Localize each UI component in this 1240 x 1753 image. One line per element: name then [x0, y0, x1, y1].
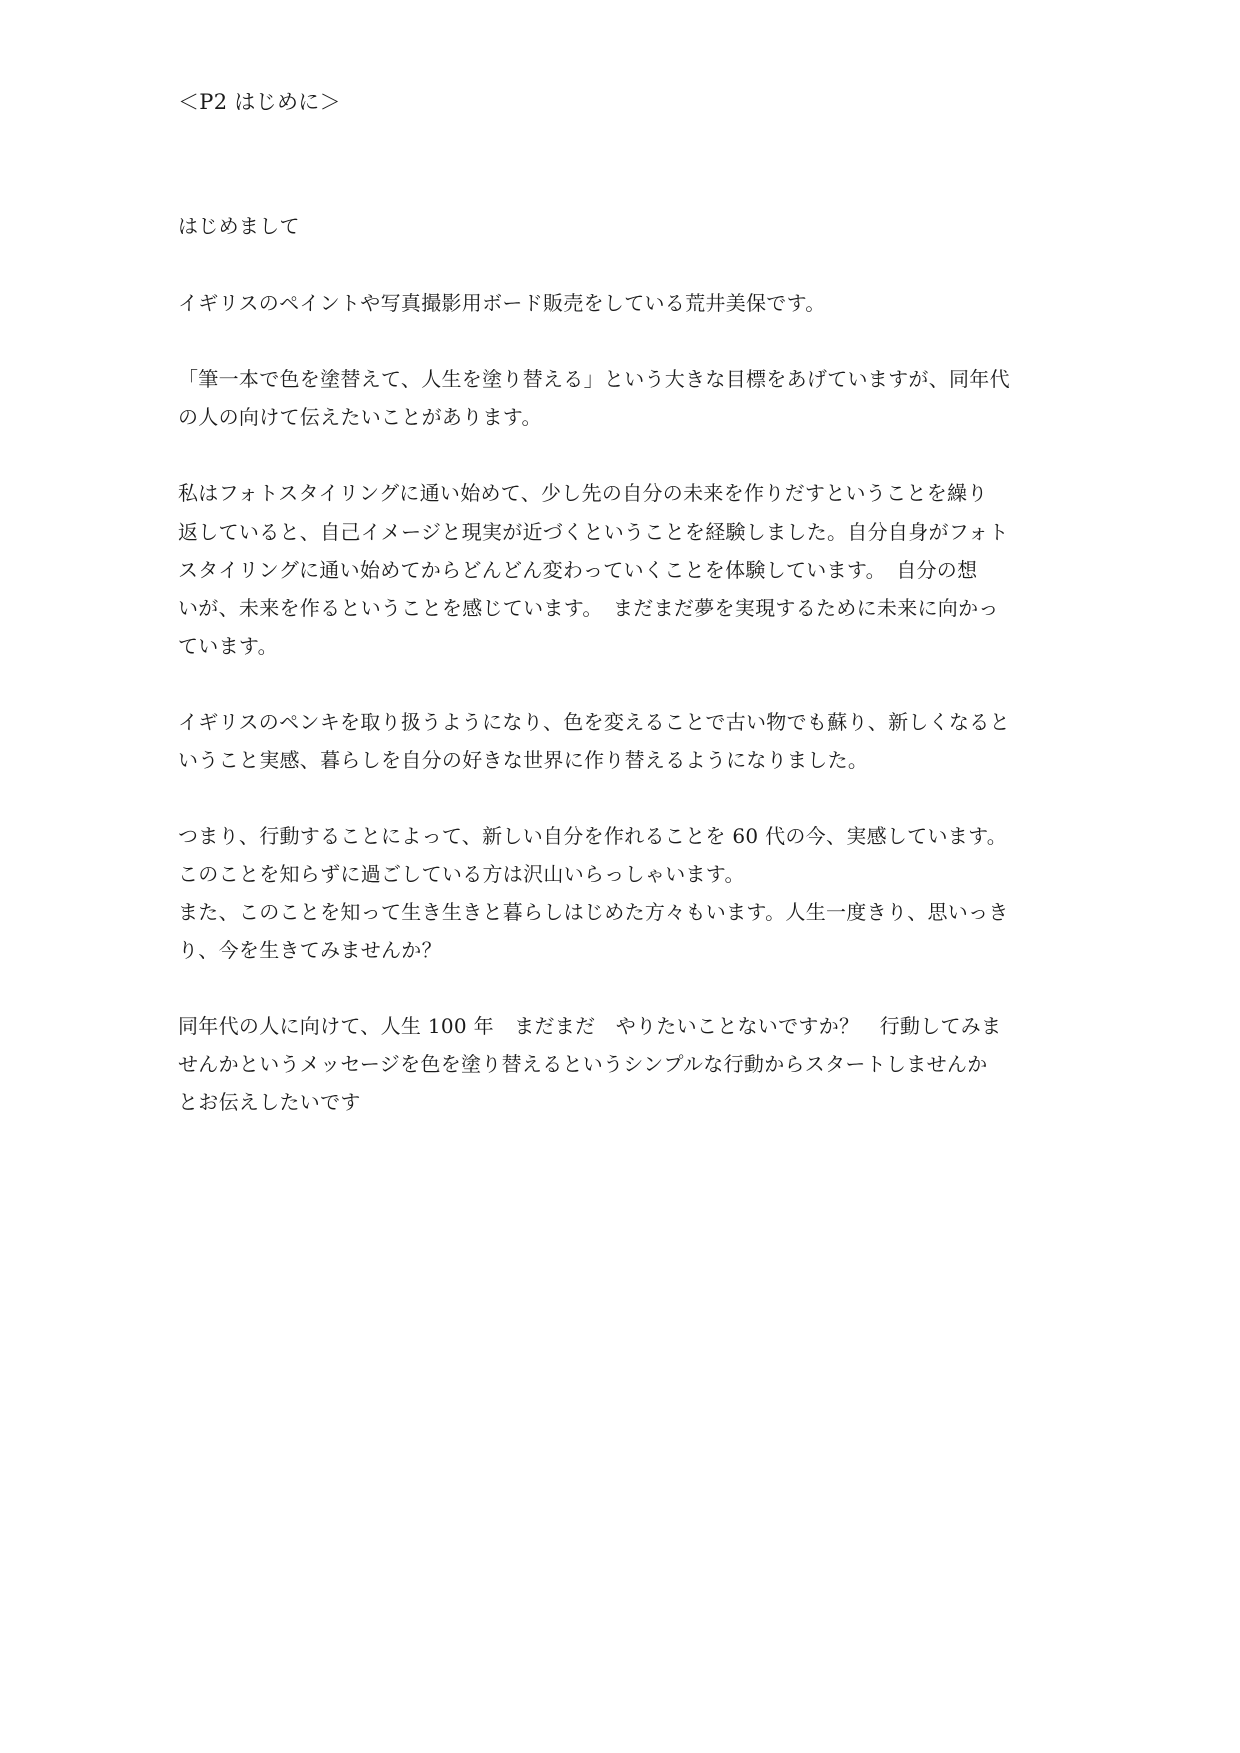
- greeting: はじめまして: [178, 214, 300, 238]
- paragraph-experience-line-5: ています。: [178, 634, 278, 658]
- paragraph-experience-line-2: 返していると、自己イメージと現実が近づくということを経験しました。自分自身がフォト: [178, 520, 1009, 544]
- paragraph-message-line-1: 同年代の人に向けて、人生 100 年 まだまだ やりたいことないですか？ 行動してみま: [178, 1014, 1002, 1038]
- paragraph-message-line-3: とお伝えしたいです: [178, 1090, 361, 1114]
- paragraph-experience-line-4: いが、未来を作るということを感じています。 まだまだ夢を実現するために未来に向かっ: [178, 596, 999, 620]
- paragraph-action-line-3: また、このことを知って生き生きと暮らしはじめた方々もいます。人生一度きり、思いっき: [178, 900, 1009, 924]
- paragraph-intro-line-1: イギリスのペイントや写真撮影用ボード販売をしている荒井美保です。: [178, 291, 826, 315]
- section-header: ＜P2 はじめに＞: [178, 90, 341, 114]
- paragraph-action-line-4: り、今を生きてみませんか？: [178, 938, 442, 962]
- paragraph-experience-line-3: スタイリングに通い始めてからどんどん変わっていくことを体験しています。 自分の想: [178, 558, 978, 582]
- paragraph-paint-line-1: イギリスのペンキを取り扱うようになり、色を変えることで古い物でも蘇り、新しくなると: [178, 710, 1010, 734]
- paragraph-paint-line-2: いうこと実感、暮らしを自分の好きな世界に作り替えるようになりました。: [178, 748, 869, 772]
- paragraph-message-line-2: せんかというメッセージを色を塗り替えるというシンプルな行動からスタートしませんか: [178, 1052, 988, 1076]
- paragraph-action-line-2: このことを知らずに過ごしている方は沢山いらっしゃいます。: [178, 862, 745, 886]
- paragraph-experience-line-1: 私はフォトスタイリングに通い始めて、少し先の自分の未来を作りだすということを繰り: [178, 481, 988, 505]
- paragraph-goal-line-1: 「筆一本で色を塗替えて、人生を塗り替える」という大きな目標をあげていますが、同年代: [178, 367, 1010, 391]
- paragraph-action-line-1: つまり、行動することによって、新しい自分を作れることを 60 代の今、実感しています。: [178, 824, 1008, 848]
- paragraph-goal-line-2: の人の向けて伝えたいことがあります。: [178, 405, 542, 429]
